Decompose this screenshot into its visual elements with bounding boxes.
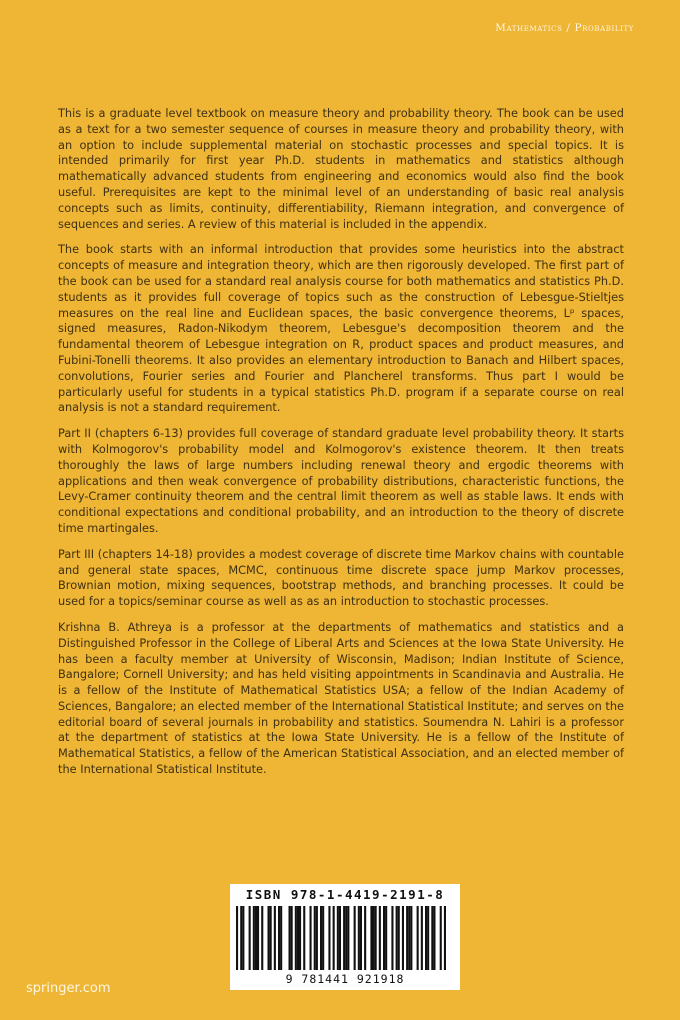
barcode-panel [230, 884, 460, 990]
back-cover-description [58, 106, 624, 788]
barcode-icon [236, 906, 454, 970]
paragraph-intro: This is a graduate level textbook on measure theory and probability theory. The book can be used as a text for a two semester sequence of courses in measure theory and probability theory, with an option to include supplemental material on stochastic processes and special topics. It is intended primarily for first year Ph.D. students in mathematics and statistics although mathematically advanced students from engineering and economics would also find the book useful. Prerequisites are kept to the minimal level of an understanding of basic real analysis concepts such as limits, continuity, differentiability, Riemann integration, and convergence of sequences and series. A review of this material is included in the appendix. [58, 106, 624, 231]
category-label: Mathematics / Probability [495, 22, 634, 34]
publisher-url: springer.com [26, 981, 111, 996]
isbn-label: ISBN 978-1-4419-2191-8 [245, 887, 445, 902]
paragraph-part-one: The book starts with an informal introduction that provides some heuristics into the abstract concepts of measure and integration theory, which are then rigorously developed. The first part of the book can be used for a standard real analysis course for both mathematics and statistics Ph.D. students as it provides full coverage of topics such as the construction of Lebesgue-Stieltjes measures on the real line and Euclidean spaces, the basic convergence theorems, Lᵖ spaces, signed measures, Radon-Nikodym theorem, Lebesgue's decomposition theorem and the fundamental theorem of Lebesgue integration on R, product spaces and product measures, and Fubini-Tonelli theorems. It also provides an elementary introduction to Banach and Hilbert spaces, convolutions, Fourier series and Fourier and Plancherel transforms. Thus part I would be particularly useful for students in a typical statistics Ph.D. program if a separate course on real analysis is not a standard requirement. [58, 242, 624, 415]
barcode-digits: 9 781441 921918 [285, 972, 405, 986]
paragraph-authors: Krishna B. Athreya is a professor at the departments of mathematics and statistics and a Distinguished Professor in the College of Liberal Arts and Sciences at the Iowa State University. He has been a faculty member at University of Wisconsin, Madison; Indian Institute of Science, Bangalore; Cornell University; and has held visiting appointments in Scandinavia and Australia. He is a fellow of the Institute of Mathematical Statistics USA; a fellow of the Indian Academy of Sciences, Bangalore; an elected member of the International Statistical Institute; and serves on the editorial board of several journals in probability and statistics. Soumendra N. Lahiri is a professor at the department of statistics at the Iowa State University. He is a fellow of the Institute of Mathematical Statistics, a fellow of the American Statistical Association, and an elected member of the International Statistical Institute. [58, 619, 624, 777]
paragraph-part-two: Part II (chapters 6-13) provides full coverage of standard graduate level probability theory. It starts with Kolmogorov's probability model and Kolmogorov's existence theorem. It then treats thoroughly the laws of large numbers including renewal theory and ergodic theorems with applications and then weak convergence of probability distributions, characteristic functions, the Levy-Cramer continuity theorem and the central limit theorem as well as stable laws. It ends with conditional expectations and conditional probability, and an introduction to the theory of discrete time martingales. [58, 426, 624, 535]
paragraph-part-three: Part III (chapters 14-18) provides a modest coverage of discrete time Markov chains with countable and general state spaces, MCMC, continuous time discrete space jump Markov processes, Brownian motion, mixing sequences, bootstrap methods, and branching processes. It could be used for a topics/seminar course as well as as an introduction to stochastic processes. [58, 546, 624, 609]
